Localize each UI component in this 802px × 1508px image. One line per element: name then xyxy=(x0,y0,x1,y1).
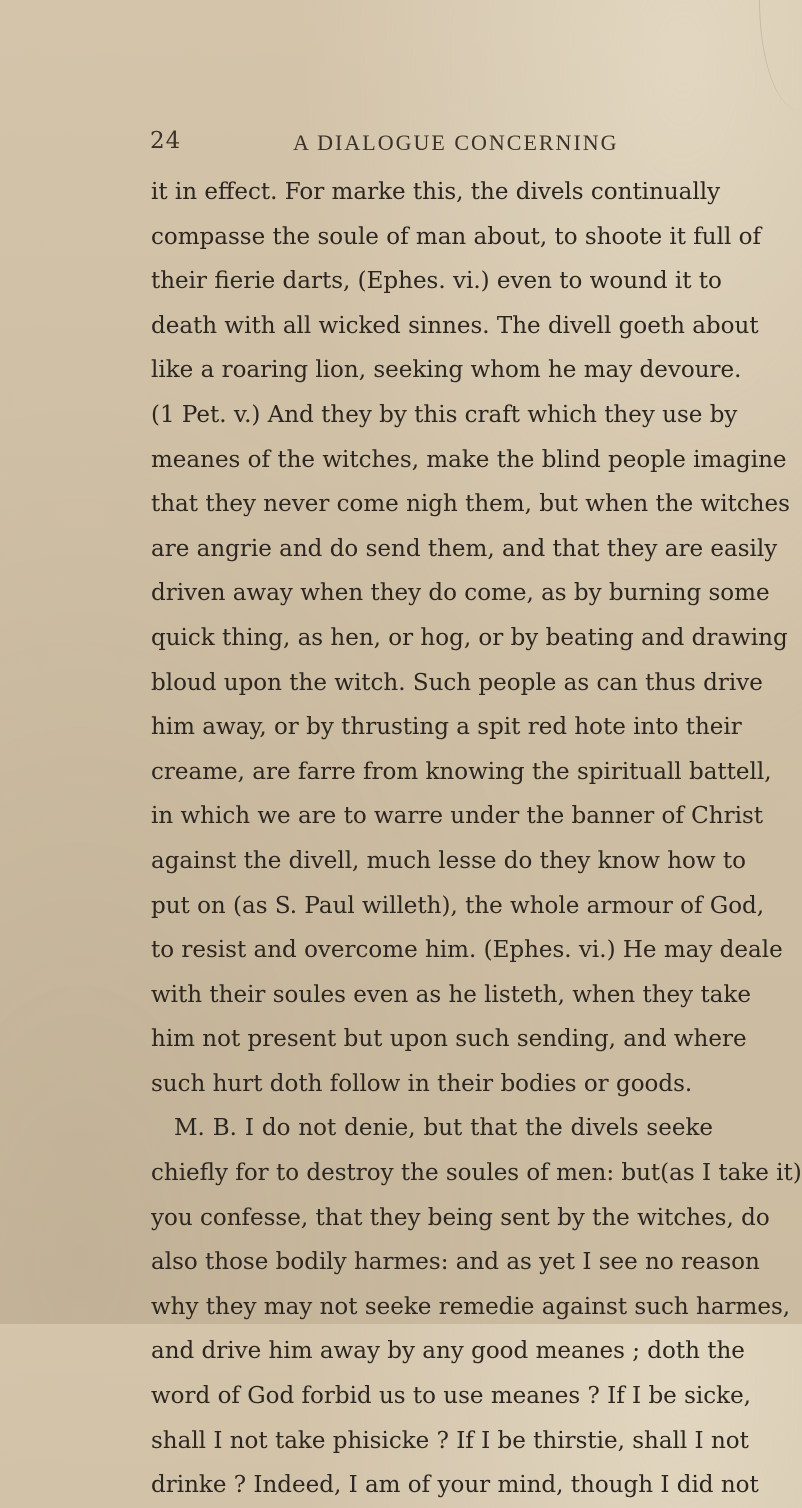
page-number: 24 xyxy=(150,128,182,154)
text-line: drinke ? Indeed, I am of your mind, though I did not xyxy=(151,1472,759,1499)
text-line: against the divell, much lesse do they know how to xyxy=(151,847,746,874)
text-line: driven away when they do come, as by burning some xyxy=(151,580,770,607)
text-line: in which we are to warre under the banner of Christ xyxy=(151,803,763,830)
text-line: with their soules even as he listeth, when they take xyxy=(151,981,751,1008)
text-line: and drive him away by any good meanes ; doth the xyxy=(151,1338,745,1365)
text-line: why they may not seeke remedie against such harmes, xyxy=(151,1293,791,1320)
text-line: him away, or by thrusting a spit red hote into their xyxy=(151,714,742,741)
text-line: that they never come nigh them, but when the witches xyxy=(151,491,790,518)
text-line: quick thing, as hen, or hog, or by beating and drawing xyxy=(151,624,788,651)
text-line: him not present but upon such sending, and where xyxy=(151,1026,747,1053)
text-line: it in effect. For marke this, the divels continually xyxy=(151,179,721,205)
text-line: word of God forbid us to use meanes ? If I be sicke, xyxy=(151,1383,751,1410)
text-line: such hurt doth follow in their bodies or goods. xyxy=(151,1070,693,1097)
text-line: you confesse, that they being sent by the witches, do xyxy=(151,1204,770,1231)
text-line: to resist and overcome him. (Ephes. vi.) He may deale xyxy=(151,937,783,964)
text-line: are angrie and do send them, and that they are easily xyxy=(151,535,778,562)
text-line: (1 Pet. v.) And they by this craft which they use by xyxy=(151,401,738,428)
page-header xyxy=(150,128,619,158)
body-text xyxy=(151,170,802,1508)
text-line: like a roaring lion, seeking whom he may devoure. xyxy=(151,357,742,384)
text-line: chiefly for to destroy the soules of men: but(as I take it) xyxy=(151,1160,802,1187)
text-line: shall I not take phisicke ? If I be thirstie, shall I not xyxy=(151,1427,749,1454)
text-line: creame, are farre from knowing the spirituall battell, xyxy=(151,758,772,785)
page-edge-shadow xyxy=(759,0,800,110)
text-line: put on (as S. Paul willeth), the whole armour of God, xyxy=(151,892,765,919)
text-line: also those bodily harmes: and as yet I see no reason xyxy=(151,1249,760,1276)
text-line: death with all wicked sinnes. The divell goeth about xyxy=(151,312,759,339)
text-line: M. B. I do not denie, but that the divels seeke xyxy=(174,1115,713,1142)
text-line: meanes of the witches, make the blind people imagine xyxy=(151,446,787,473)
running-head: A DIALOGUE CONCERNING xyxy=(293,130,619,155)
text-line: compasse the soule of man about, to shoote it full of xyxy=(151,223,761,250)
text-line: bloud upon the witch. Such people as can thus drive xyxy=(151,669,763,696)
text-line: their fierie darts, (Ephes. vi.) even to wound it to xyxy=(151,268,722,295)
